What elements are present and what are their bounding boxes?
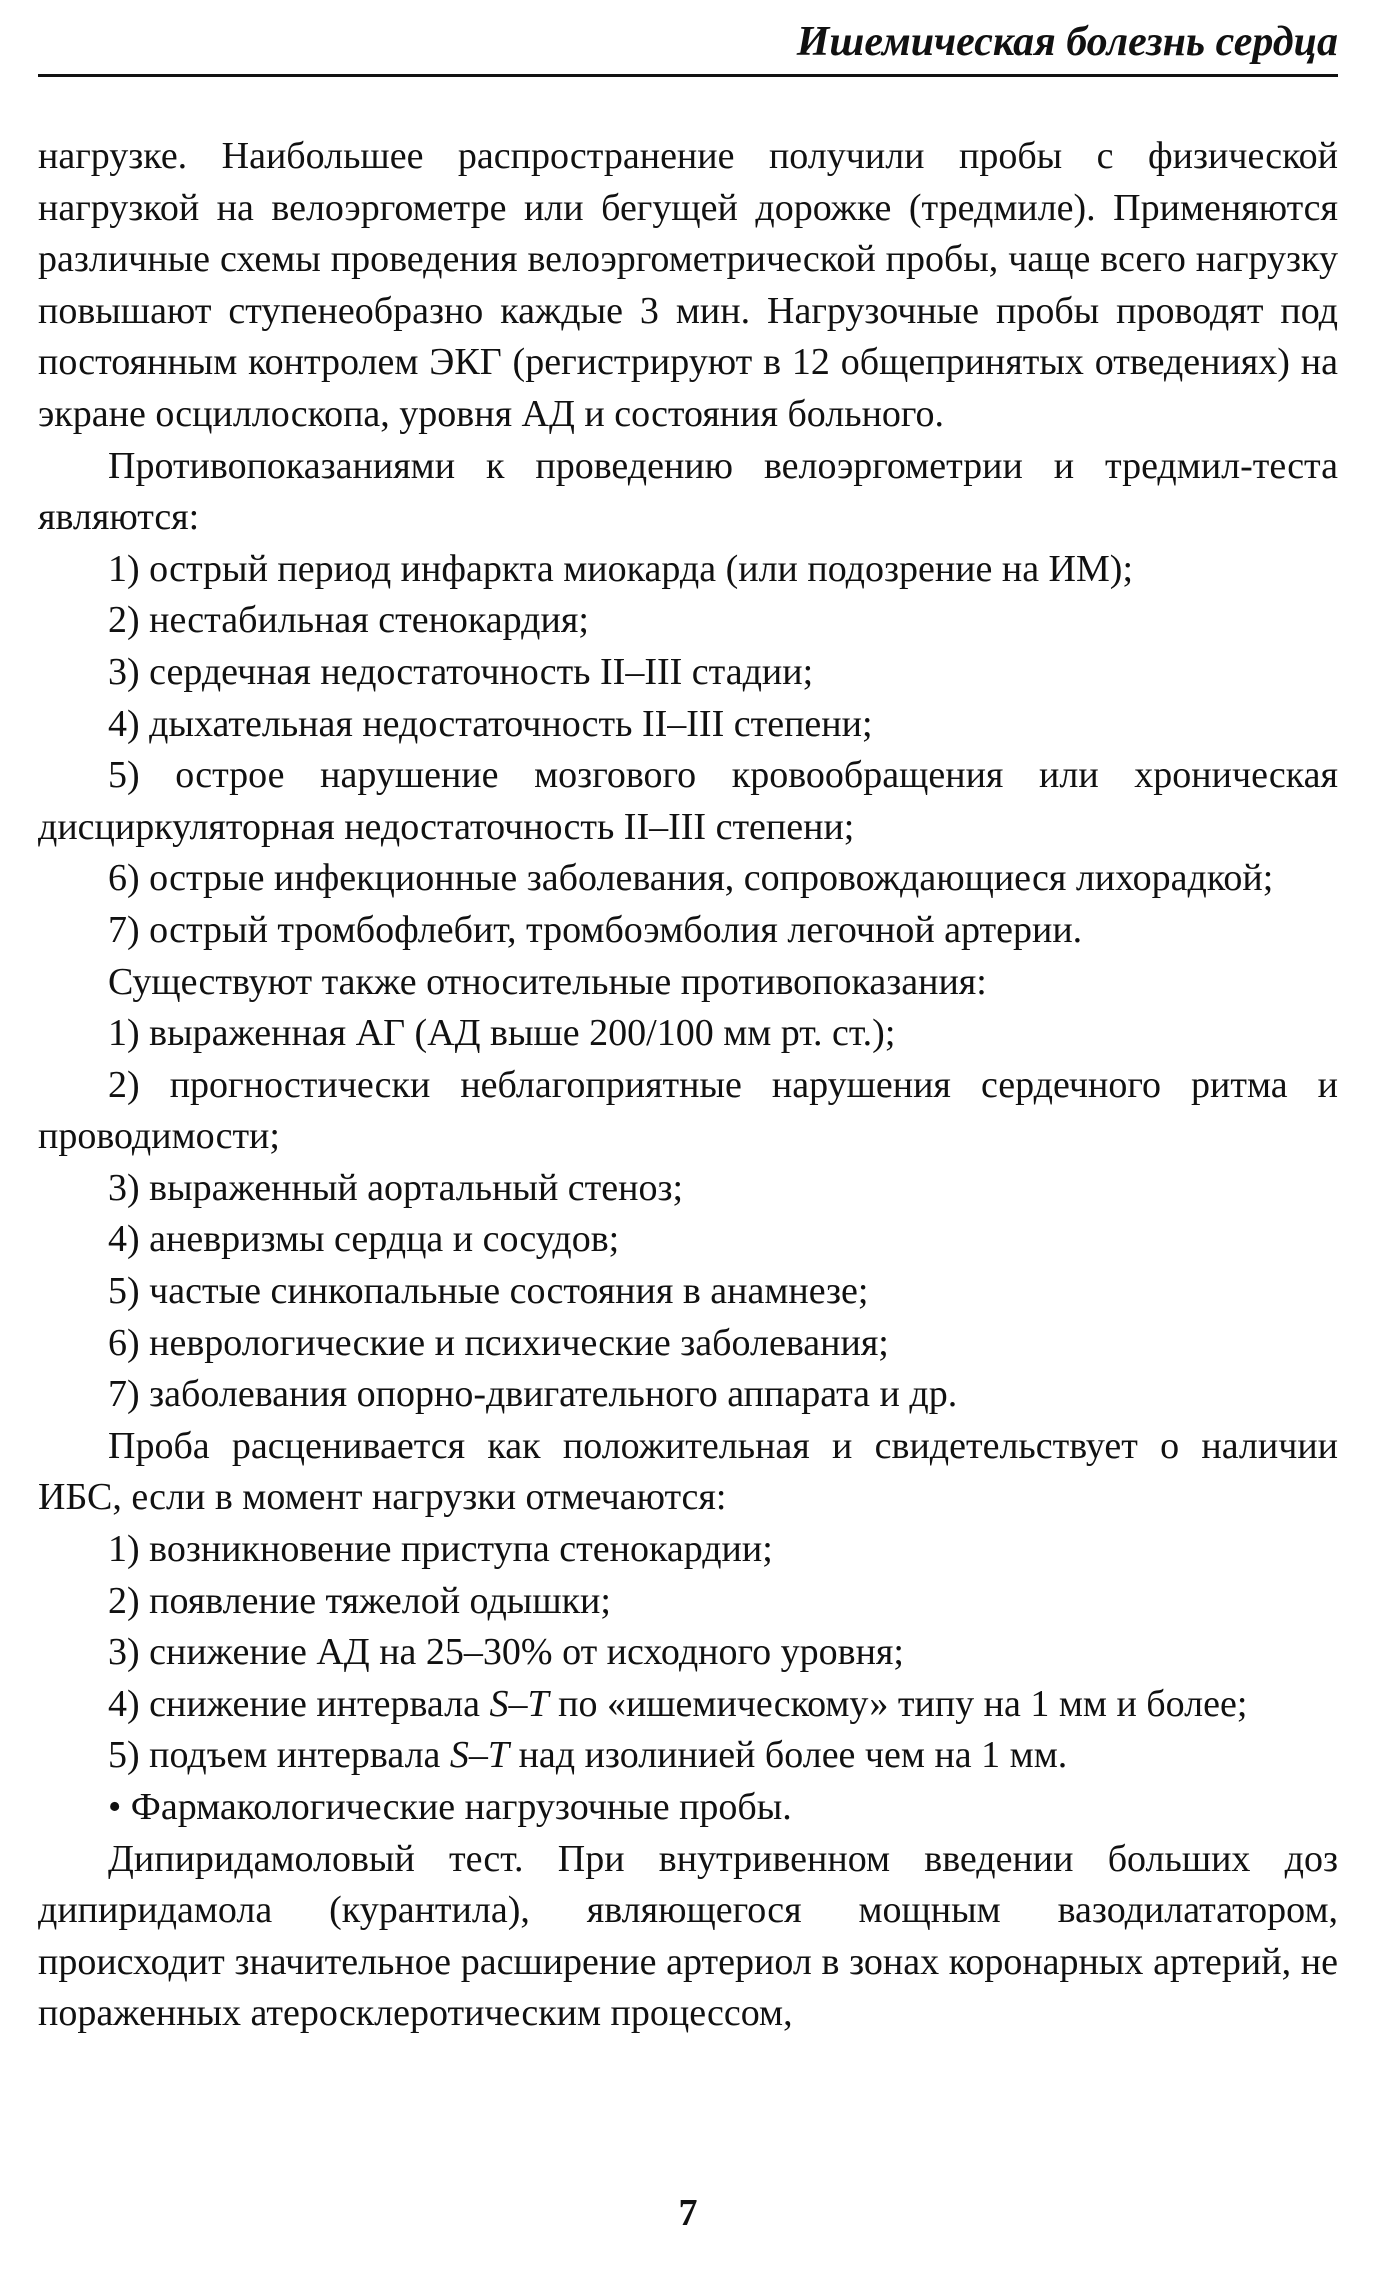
page-number: 7 [678, 2192, 698, 2234]
document-page [38, 0, 1338, 2269]
item-text-after: над изолинией более чем на 1 мм. [509, 1734, 1068, 1777]
symbol-dash: – [508, 1682, 528, 1725]
list-item: 2) нестабильная стенокардия; [108, 599, 589, 642]
list-item: 6) неврологические и психические заболевания; [108, 1321, 889, 1364]
paragraph: Проба расценивается как положительная и свидетельствует о наличии ИБС, если в момент нагрузки отмечаются: [38, 1424, 1338, 1519]
list-item: 1) острый период инфаркта миокарда (или подозрение на ИМ); [108, 547, 1133, 590]
bullet-item: • Фармакологические нагрузочные пробы. [108, 1786, 792, 1828]
list-item: 2) появление тяжелой одышки; [108, 1579, 611, 1622]
paragraph: Существуют также относительные противопоказания: [108, 960, 987, 1003]
item-text-before: 5) подъем интервала [108, 1734, 450, 1777]
list-item: 4) дыхательная недостаточность II–III степени; [108, 702, 873, 745]
symbol-dash: – [468, 1734, 488, 1777]
list-item: 6) острые инфекционные заболевания, сопровождающиеся лихорадкой; [108, 857, 1274, 900]
paragraph: Дипиридамоловый тест. При внутривенном введении больших доз дипиридамола (курантила), являющегося мощным вазодилататором, происходит значительное расширение артериол в зонах коронарных артерий, не пораженных атеросклеротическим процессом, [38, 1837, 1338, 2035]
header-rule [38, 74, 1338, 77]
symbol-s: S [489, 1682, 509, 1725]
list-item: 1) возникновение приступа стенокардии; [108, 1528, 773, 1571]
list-item [38, 1679, 1338, 1731]
list-item: 3) сердечная недостаточность II–III стадии; [108, 650, 814, 693]
running-head: Ишемическая болезнь сердца [796, 19, 1338, 65]
list-item: 5) острое нарушение мозгового кровообращения или хроническая дисциркуляторная недостаточность II–III степени; [38, 754, 1338, 848]
paragraph: нагрузке. Наибольшее распространение получили пробы с физической нагрузкой на велоэргометре или бегущей дорожке (тредмиле). Применяются различные схемы проведения велоэргометрической пробы, чаще всего нагрузку повышают ступенеобразно каждые 3 мин. Нагрузочные пробы проводят под постоянным контролем ЭКГ (регистрируют в 12 общепринятых отведениях) на экране осциллоскопа, уровня АД и состояния больного. [38, 135, 1338, 435]
list-item: 3) снижение АД на 25–30% от исходного уровня; [108, 1631, 904, 1674]
symbol-t: T [487, 1734, 510, 1777]
list-item: 3) выраженный аортальный стеноз; [108, 1166, 684, 1209]
list-item: 7) острый тромбофлебит, тромбоэмболия легочной артерии. [108, 908, 1083, 951]
list-item [38, 1730, 1338, 1782]
symbol-t: T [527, 1682, 549, 1725]
item-text-after: по «ишемическому» типу на 1 мм и более; [548, 1682, 1248, 1725]
list-item: 7) заболевания опорно-двигательного аппарата и др. [108, 1373, 958, 1416]
symbol-s: S [449, 1734, 469, 1777]
paragraph: Противопоказаниями к проведению велоэргометрии и тредмил-теста являются: [38, 444, 1338, 539]
list-item: 1) выраженная АГ (АД выше 200/100 мм рт. ст.); [108, 1012, 896, 1055]
list-item: 4) аневризмы сердца и сосудов; [108, 1218, 620, 1261]
list-item: 2) прогностически неблагоприятные нарушения сердечного ритма и проводимости; [38, 1063, 1338, 1158]
body-text [38, 131, 1338, 2040]
list-item: 5) частые синкопальные состояния в анамнезе; [108, 1270, 869, 1313]
item-text-before: 4) снижение интервала [108, 1682, 490, 1725]
